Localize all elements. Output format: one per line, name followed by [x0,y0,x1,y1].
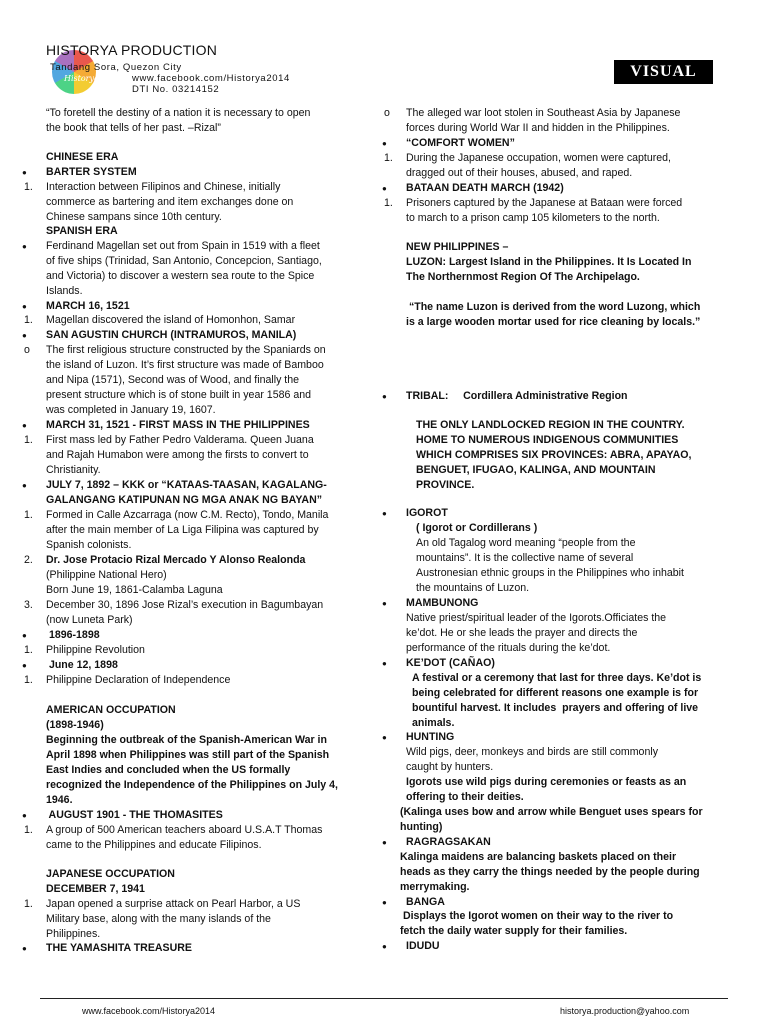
letterhead [46,42,290,102]
text-line: mountains”. It is the collective name of several [416,552,634,564]
list-marker: ● [382,139,387,148]
text-line: being celebrated for different reasons one example is for [412,687,699,699]
text-line: IGOROT [406,507,448,519]
visual-badge: VISUAL [614,60,713,84]
list-marker: 1. [24,314,33,326]
text-line: December 30, 1896 Jose Rizal’s execution in Bagumbayan [46,599,324,611]
text-line: Philippine Declaration of Independence [46,674,231,686]
text-line: Displays the Igorot women on their way to the river to [400,910,674,922]
text-line: “To foretell the destiny of a nation it is necessary to open [46,107,311,119]
text-line: Dr. Jose Protacio Rizal Mercado Y Alonso Realonda [46,554,306,566]
text-line: and Victoria) to discover a western sea route to the Spice [46,270,315,282]
list-marker: 1. [24,434,33,446]
text-line: HUNTING [406,731,455,743]
text-line: Kalinga maidens are balancing baskets placed on their [400,851,677,863]
company-dti: DTI No. 03214152 [132,84,220,95]
text-line: DECEMBER 7, 1941 [46,883,145,895]
text-line: Ferdinand Magellan set out from Spain in 1519 with a fleet [46,240,320,252]
list-marker: ● [22,661,27,670]
list-marker: ● [382,599,387,608]
list-marker: ● [22,168,27,177]
text-line: Native priest/spiritual leader of the Igorots.Officiates the [406,612,667,624]
text-line: AMERICAN OCCUPATION [46,704,176,716]
text-line: ke’dot. He or she leads the prayer and directs the [406,627,638,639]
text-line: the mountains of Luzon. [416,582,530,594]
text-line: Magellan discovered the island of Homonhon, Samar [46,314,296,326]
company-facebook: www.facebook.com/Historya2014 [132,73,290,84]
list-marker: ● [382,942,387,951]
text-line: of five ships (Trinidad, San Antonio, Concepcion, Santiago, [46,255,322,267]
text-line: hunting) [400,821,443,833]
list-marker: ● [382,509,387,518]
text-line: heads as they carry the things needed by the people during [400,866,700,878]
text-line: Beginning the outbreak of the Spanish-American War in [46,734,327,746]
text-line: is a large wooden mortar used for rice cleaning by locals.” [406,316,701,328]
text-line: Philippines. [46,928,101,940]
text-line: ( Igorot or Cordillerans ) [416,522,538,534]
text-line: performance of the rituals during the ke’dot. [406,642,611,654]
text-line: BENGUET, IFUGAO, KALINGA, AND MOUNTAIN [416,464,656,476]
text-line: merrymaking. [400,881,470,893]
footer-rule [40,998,728,999]
footer-facebook: www.facebook.com/Historya2014 [82,1006,216,1016]
text-line: 1946. [46,794,73,806]
text-line: SPANISH ERA [46,225,118,237]
text-line: Prisoners captured by the Japanese at Bataan were forced [406,197,683,209]
text-line: Japan opened a surprise attack on Pearl Harbor, a US [46,898,301,910]
text-line: NEW PHILIPPINES – [406,241,509,253]
text-line: THE YAMASHITA TREASURE [46,942,192,954]
text-line: the island of Luzon. It’s first structure was made of Bamboo [46,359,324,371]
list-marker: o [24,344,30,356]
text-line: HOME TO NUMEROUS INDIGENOUS COMMUNITIES [416,434,679,446]
text-line: A festival or a ceremony that last for three days. Ke’dot is [412,672,702,684]
text-line: commerce as bartering and item exchanges done on [46,196,294,208]
company-address: Tandang Sora, Quezon City [50,62,182,73]
list-marker: ● [22,331,27,340]
text-line: THE ONLY LANDLOCKED REGION IN THE COUNTRY. [416,419,685,431]
logo-text: Historya [64,74,99,83]
text-line: GALANGANG KATIPUNAN NG MGA ANAK NG BAYAN” [46,494,323,506]
text-line: caught by hunters. [406,761,494,773]
text-line: (Kalinga uses bow and arrow while Benguet uses spears for [400,806,703,818]
text-line: Military base, along with the many islands of the [46,913,271,925]
text-line: came to the Philippines and educate Filipinos. [46,839,262,851]
text-line: PROVINCE. [416,479,475,491]
text-line: MARCH 16, 1521 [46,300,130,312]
list-marker: 1. [384,197,393,209]
list-marker: 2. [24,554,33,566]
text-line: JULY 7, 1892 – KKK or “KATAAS-TAASAN, KAGALANG- [46,479,327,491]
text-line: RAGRAGSAKAN [406,836,491,848]
list-marker: ● [382,392,387,401]
text-line: present structure which is of stone built in year 1586 and [46,389,311,401]
list-marker: ● [382,733,387,742]
text-line: “COMFORT WOMEN” [406,137,515,149]
text-line: offering to their deities. [406,791,524,803]
list-marker: 1. [24,824,33,836]
text-line: (now Luneta Park) [46,614,133,626]
list-marker: ● [382,659,387,668]
list-marker: ● [382,184,387,193]
text-line: MARCH 31, 1521 - FIRST MASS IN THE PHILIPPINES [46,419,310,431]
text-line: the book that tells of her past. –Rizal” [46,122,221,134]
text-line: Born June 19, 1861-Calamba Laguna [46,584,223,596]
text-line: The alleged war loot stolen in Southeast Asia by Japanese [406,107,681,119]
text-line: The Northernmost Region Of The Archipelago. [406,271,640,283]
list-marker: o [384,107,390,119]
text-line: JAPANESE OCCUPATION [46,868,175,880]
text-line: During the Japanese occupation, women were captured, [406,152,672,164]
list-marker: ● [22,811,27,820]
text-line: 1896-1898 [46,629,100,641]
text-line: and Rajah Humabon were among the firsts to convert to [46,449,309,461]
list-marker: 1. [24,509,33,521]
text-line: TRIBAL: Cordillera Administrative Region [406,390,628,402]
text-line: to march to a prison camp 105 kilometers to the north. [406,212,660,224]
list-marker: ● [382,898,387,907]
text-line: Spanish colonists. [46,539,132,551]
text-line: (1898-1946) [46,719,104,731]
text-line: LUZON: Largest Island in the Philippines. It Is Located In [406,256,692,268]
text-line: “The name Luzon is derived from the word Luzong, which [406,301,701,313]
list-marker: ● [22,944,27,953]
list-marker: ● [382,838,387,847]
text-line: bountiful harvest. It includes prayers and offering of live [412,702,699,714]
list-marker: ● [22,481,27,490]
text-line: AUGUST 1901 - THE THOMASITES [46,809,223,821]
text-line: Interaction between Filipinos and Chinese, initially [46,181,281,193]
list-marker: 1. [24,181,33,193]
text-line: (Philippine National Hero) [46,569,167,581]
text-line: Wild pigs, deer, monkeys and birds are still commonly [406,746,658,758]
text-line: fetch the daily water supply for their families. [400,925,628,937]
text-line: Islands. [46,285,83,297]
text-line: Chinese sampans since 10th century. [46,211,222,223]
text-line: June 12, 1898 [46,659,118,671]
text-line: Philippine Revolution [46,644,145,656]
text-line: Austronesian ethnic groups in the Philippines who inhabit [416,567,684,579]
text-line: KE’DOT (CAÑAO) [406,657,495,669]
text-line: Formed in Calle Azcarraga (now C.M. Recto), Tondo, Manila [46,509,329,521]
text-line: and Nipa (1571), Second was of Wood, and finally the [46,374,300,386]
text-line: was completed in January 19, 1607. [46,404,216,416]
text-line: after the main member of La Liga Filipina was captured by [46,524,319,536]
text-line: recognized the Independence of the Philippines on July 4, [46,779,338,791]
text-line: First mass led by Father Pedro Valderama. Queen Juana [46,434,314,446]
text-line: An old Tagalog word meaning “people from the [416,537,636,549]
text-line: CHINESE ERA [46,151,119,163]
list-marker: 1. [24,644,33,656]
text-line: forces during World War II and hidden in the Philippines. [406,122,670,134]
text-line: East Indies and concluded when the US formally [46,764,291,776]
list-marker: ● [22,242,27,251]
text-line: Christianity. [46,464,101,476]
text-line: IDUDU [406,940,440,952]
list-marker: 1. [384,152,393,164]
text-line: WHICH COMPRISES SIX PROVINCES: ABRA, APAYAO, [416,449,692,461]
list-marker: ● [22,421,27,430]
text-line: The first religious structure constructed by the Spaniards on [46,344,326,356]
text-line: Igorots use wild pigs during ceremonies or feasts as an [406,776,687,788]
text-line: A group of 500 American teachers aboard U.S.A.T Thomas [46,824,323,836]
text-line: animals. [412,717,455,729]
text-line: April 1898 when Philippines was still part of the Spanish [46,749,330,761]
text-line: BATAAN DEATH MARCH (1942) [406,182,564,194]
text-line: dragged out of their houses, abused, and raped. [406,167,633,179]
list-marker: ● [22,631,27,640]
text-line: SAN AGUSTIN CHURCH (INTRAMUROS, MANILA) [46,329,297,341]
footer-email: historya.production@yahoo.com [560,1006,690,1016]
list-marker: 3. [24,599,33,611]
list-marker: 1. [24,674,33,686]
list-marker: 1. [24,898,33,910]
text-line: BANGA [406,896,445,908]
company-name: HISTORYA PRODUCTION [46,42,218,58]
text-line: MAMBUNONG [406,597,479,609]
list-marker: ● [22,302,27,311]
text-line: BARTER SYSTEM [46,166,137,178]
